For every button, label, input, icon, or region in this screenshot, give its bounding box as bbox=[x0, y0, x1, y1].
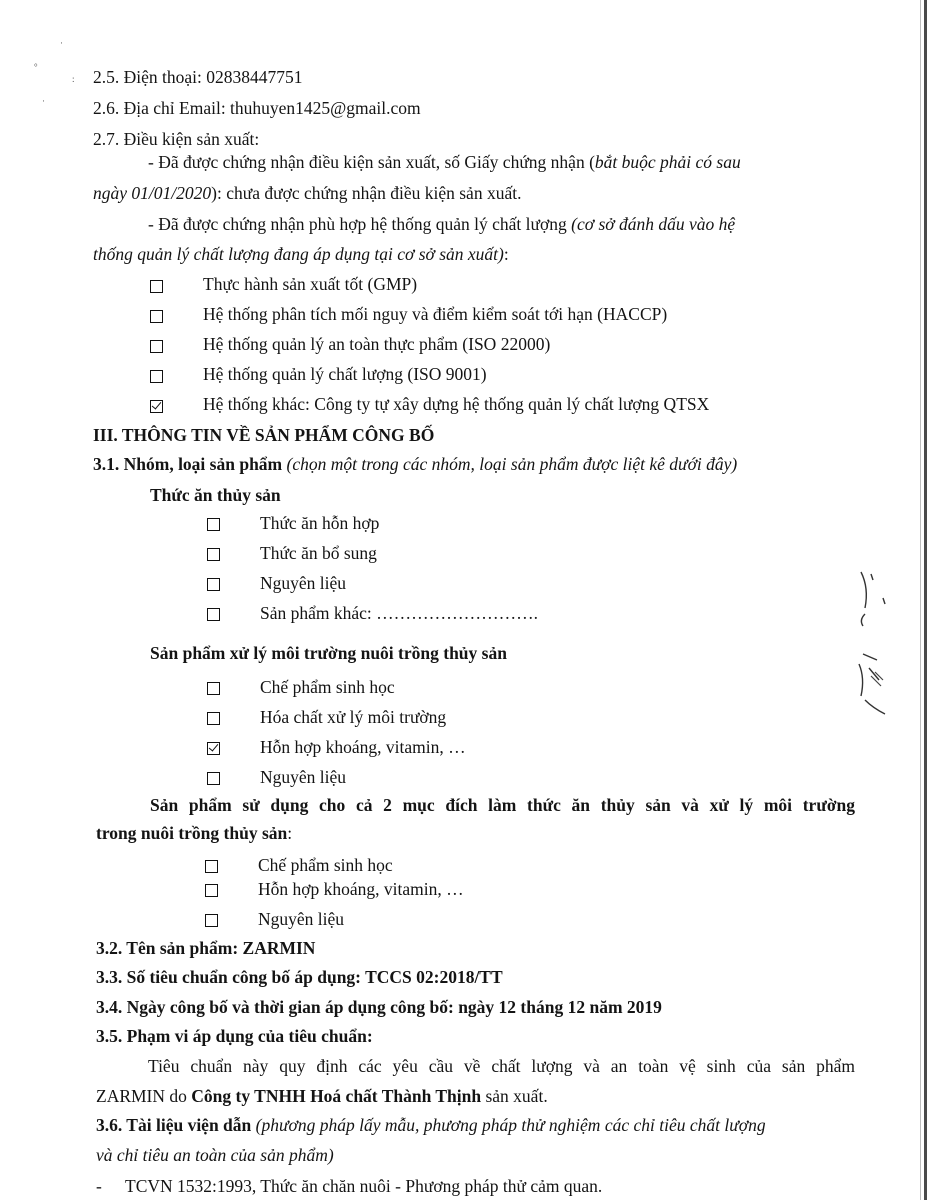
scan-speck: : bbox=[72, 74, 75, 84]
checkbox-env-bio[interactable] bbox=[207, 682, 220, 695]
checkbox-dual-raw[interactable] bbox=[205, 914, 218, 927]
feed-item-raw: Nguyên liệu bbox=[260, 573, 347, 593]
checkbox-gmp[interactable] bbox=[150, 280, 163, 293]
scope-line-2 bbox=[96, 1085, 548, 1107]
group-title-line bbox=[93, 453, 737, 475]
checkbox-feed-other[interactable] bbox=[207, 608, 220, 621]
dual-title-line-1: Sản phẩm sử dụng cho cả 2 mục đích làm thức ăn thủy sản và xử lý môi trường bbox=[150, 795, 855, 815]
ref-note-2: và chỉ tiêu an toàn của sản phẩm) bbox=[96, 1145, 334, 1165]
dual-title-colon: : bbox=[287, 823, 293, 843]
qms-line-1-note: (cơ sở đánh dấu vào hệ bbox=[571, 214, 736, 234]
ref-item-tcvn1532: TCVN 1532:1993, Thức ăn chăn nuôi - Phương pháp thử cảm quan. bbox=[125, 1176, 603, 1196]
checkbox-iso9001[interactable] bbox=[150, 370, 163, 383]
checkbox-iso22000[interactable] bbox=[150, 340, 163, 353]
env-title: Sản phẩm xử lý môi trường nuôi trồng thủy sản bbox=[150, 643, 507, 663]
email-line: 2.6. Địa chỉ Email: thuhuyen1425@gmail.com bbox=[93, 98, 421, 118]
standard-number: 3.3. Số tiêu chuẩn công bố áp dụng: TCCS 02:2018/TT bbox=[96, 967, 503, 987]
checkbox-env-raw[interactable] bbox=[207, 772, 220, 785]
checkbox-feed-raw[interactable] bbox=[207, 578, 220, 591]
qms-line-2-note: thống quản lý chất lượng đang áp dụng tại cơ sở sản xuất) bbox=[93, 244, 504, 264]
env-item-raw: Nguyên liệu bbox=[260, 767, 347, 787]
scan-speck: · bbox=[60, 38, 63, 48]
system-label-other: Hệ thống khác: Công ty tự xây dựng hệ thống quản lý chất lượng QTSX bbox=[203, 394, 710, 414]
scope-title: 3.5. Phạm vi áp dụng của tiêu chuẩn: bbox=[96, 1026, 373, 1046]
cert-line-2-date: ngày 01/01/2020 bbox=[93, 183, 212, 203]
dual-title-line-2 bbox=[96, 822, 292, 844]
dual-item-raw: Nguyên liệu bbox=[258, 909, 345, 929]
checkbox-env-mineral[interactable] bbox=[207, 742, 220, 755]
system-label-iso9001: Hệ thống quản lý chất lượng (ISO 9001) bbox=[203, 364, 487, 384]
scan-speck: ° bbox=[34, 62, 38, 72]
checkbox-env-chem[interactable] bbox=[207, 712, 220, 725]
scope-tail: sản xuất. bbox=[481, 1086, 548, 1106]
system-label-gmp: Thực hành sản xuất tốt (GMP) bbox=[203, 274, 418, 294]
feed-item-other: Sản phẩm khác: ………………………. bbox=[260, 603, 539, 623]
scan-edge-inner bbox=[920, 0, 921, 1200]
conditions-title: 2.7. Điều kiện sản xuất: bbox=[93, 129, 260, 149]
ref-title: 3.6. Tài liệu viện dẫn bbox=[96, 1115, 252, 1135]
env-item-chem: Hóa chất xử lý môi trường bbox=[260, 707, 447, 727]
ref-note-1: (phương pháp lấy mẫu, phương pháp thử nghiệm các chỉ tiêu chất lượng bbox=[251, 1115, 766, 1135]
checkbox-other-system[interactable] bbox=[150, 400, 163, 413]
cert-line-2-text: ): chưa được chứng nhận điều kiện sản xuất. bbox=[211, 183, 522, 203]
scope-company: Công ty TNHH Hoá chất Thành Thịnh bbox=[191, 1086, 482, 1106]
feed-item-mixed: Thức ăn hỗn hợp bbox=[260, 513, 380, 533]
cert-line-1-note: bắt buộc phải có sau bbox=[594, 152, 741, 172]
feed-title: Thức ăn thủy sản bbox=[150, 485, 281, 505]
group-note: (chọn một trong các nhóm, loại sản phẩm được liệt kê dưới đây) bbox=[286, 454, 738, 474]
scan-speck: · bbox=[42, 96, 45, 106]
section-3-heading: III. THÔNG TIN VỀ SẢN PHẨM CÔNG BỐ bbox=[93, 425, 435, 445]
ref-title-line bbox=[96, 1114, 766, 1136]
group-title: 3.1. Nhóm, loại sản phẩm bbox=[93, 454, 283, 474]
env-item-mineral: Hỗn hợp khoáng, vitamin, … bbox=[260, 737, 466, 757]
checkbox-dual-bio[interactable] bbox=[205, 860, 218, 873]
scope-product: ZARMIN do bbox=[96, 1086, 192, 1106]
checkbox-haccp[interactable] bbox=[150, 310, 163, 323]
system-label-iso22000: Hệ thống quản lý an toàn thực phẩm (ISO 22000) bbox=[203, 334, 551, 354]
product-name: 3.2. Tên sản phẩm: ZARMIN bbox=[96, 938, 316, 958]
dual-item-mineral: Hỗn hợp khoáng, vitamin, … bbox=[258, 879, 464, 899]
system-label-haccp: Hệ thống phân tích mối nguy và điểm kiểm soát tới hạn (HACCP) bbox=[203, 304, 668, 324]
checkbox-feed-supplement[interactable] bbox=[207, 548, 220, 561]
phone-line: 2.5. Điện thoại: 02838447751 bbox=[93, 67, 303, 87]
env-item-bio: Chế phẩm sinh học bbox=[260, 677, 395, 697]
scope-line-1: Tiêu chuẩn này quy định các yêu cầu về chất lượng và an toàn vệ sinh của sản phẩm bbox=[148, 1056, 855, 1076]
qms-line-1-text: - Đã được chứng nhận phù hợp hệ thống quản lý chất lượng bbox=[148, 214, 572, 234]
ref-bullet: - bbox=[96, 1176, 102, 1196]
cert-line-1-text: - Đã được chứng nhận điều kiện sản xuất, số Giấy chứng nhận ( bbox=[148, 152, 595, 172]
cert-line-2 bbox=[93, 182, 521, 204]
qms-line-2 bbox=[93, 243, 509, 265]
dual-item-bio: Chế phẩm sinh học bbox=[258, 855, 393, 875]
checkbox-feed-mixed[interactable] bbox=[207, 518, 220, 531]
dual-title-text: trong nuôi trồng thủy sản bbox=[96, 823, 288, 843]
qms-line-2-colon: : bbox=[503, 244, 509, 264]
seal-stamp-fragment bbox=[855, 568, 895, 718]
checkbox-dual-mineral[interactable] bbox=[205, 884, 218, 897]
feed-item-supplement: Thức ăn bổ sung bbox=[260, 543, 377, 563]
qms-line-1 bbox=[148, 213, 735, 235]
cert-line-1 bbox=[148, 151, 741, 173]
announce-date: 3.4. Ngày công bố và thời gian áp dụng công bố: ngày 12 tháng 12 năm 2019 bbox=[96, 997, 662, 1017]
